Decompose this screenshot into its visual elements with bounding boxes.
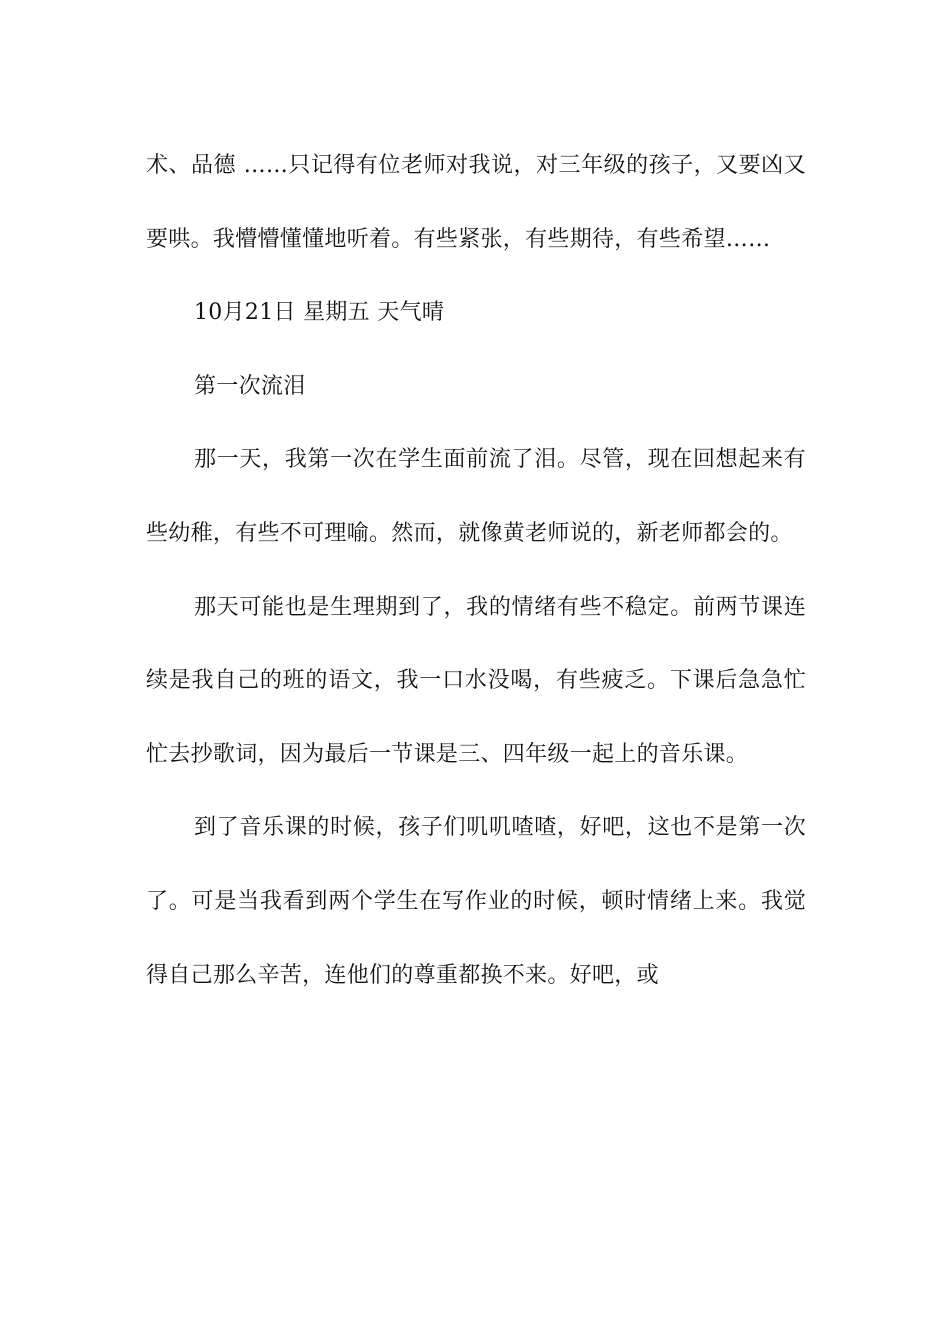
paragraph: 到了音乐课的时候，孩子们叽叽喳喳，好吧，这也不是第一次了。可是当我看到两个学生在写作业的时候，顿时情绪上来。我觉得自己那么辛苦，连他们的尊重都换不来。好吧，或 <box>146 815 806 988</box>
paragraph: 那一天，我第一次在学生面前流了泪。尽管，现在回想起来有些幼稚，有些不可理喻。然而，就像黄老师说的，新老师都会的。 <box>146 447 806 546</box>
paragraph: 那天可能也是生理期到了，我的情绪有些不稳定。前两节课连续是我自己的班的语文，我一口水没喝，有些疲乏。下课后急急忙忙去抄歌词，因为最后一节课是三、四年级一起上的音乐课。 <box>146 594 806 767</box>
diary-entry-title: 第一次流泪 <box>194 373 306 399</box>
diary-date-line: 10月21日 星期五 天气晴 <box>194 300 445 326</box>
document-body <box>146 129 806 1012</box>
paragraph-continued: 术、品德 ……只记得有位老师对我说，对三年级的孩子，又要凶又要哄。我懵懵懂懂地听着。有些紧张，有些期待，有些希望…… <box>146 153 806 252</box>
